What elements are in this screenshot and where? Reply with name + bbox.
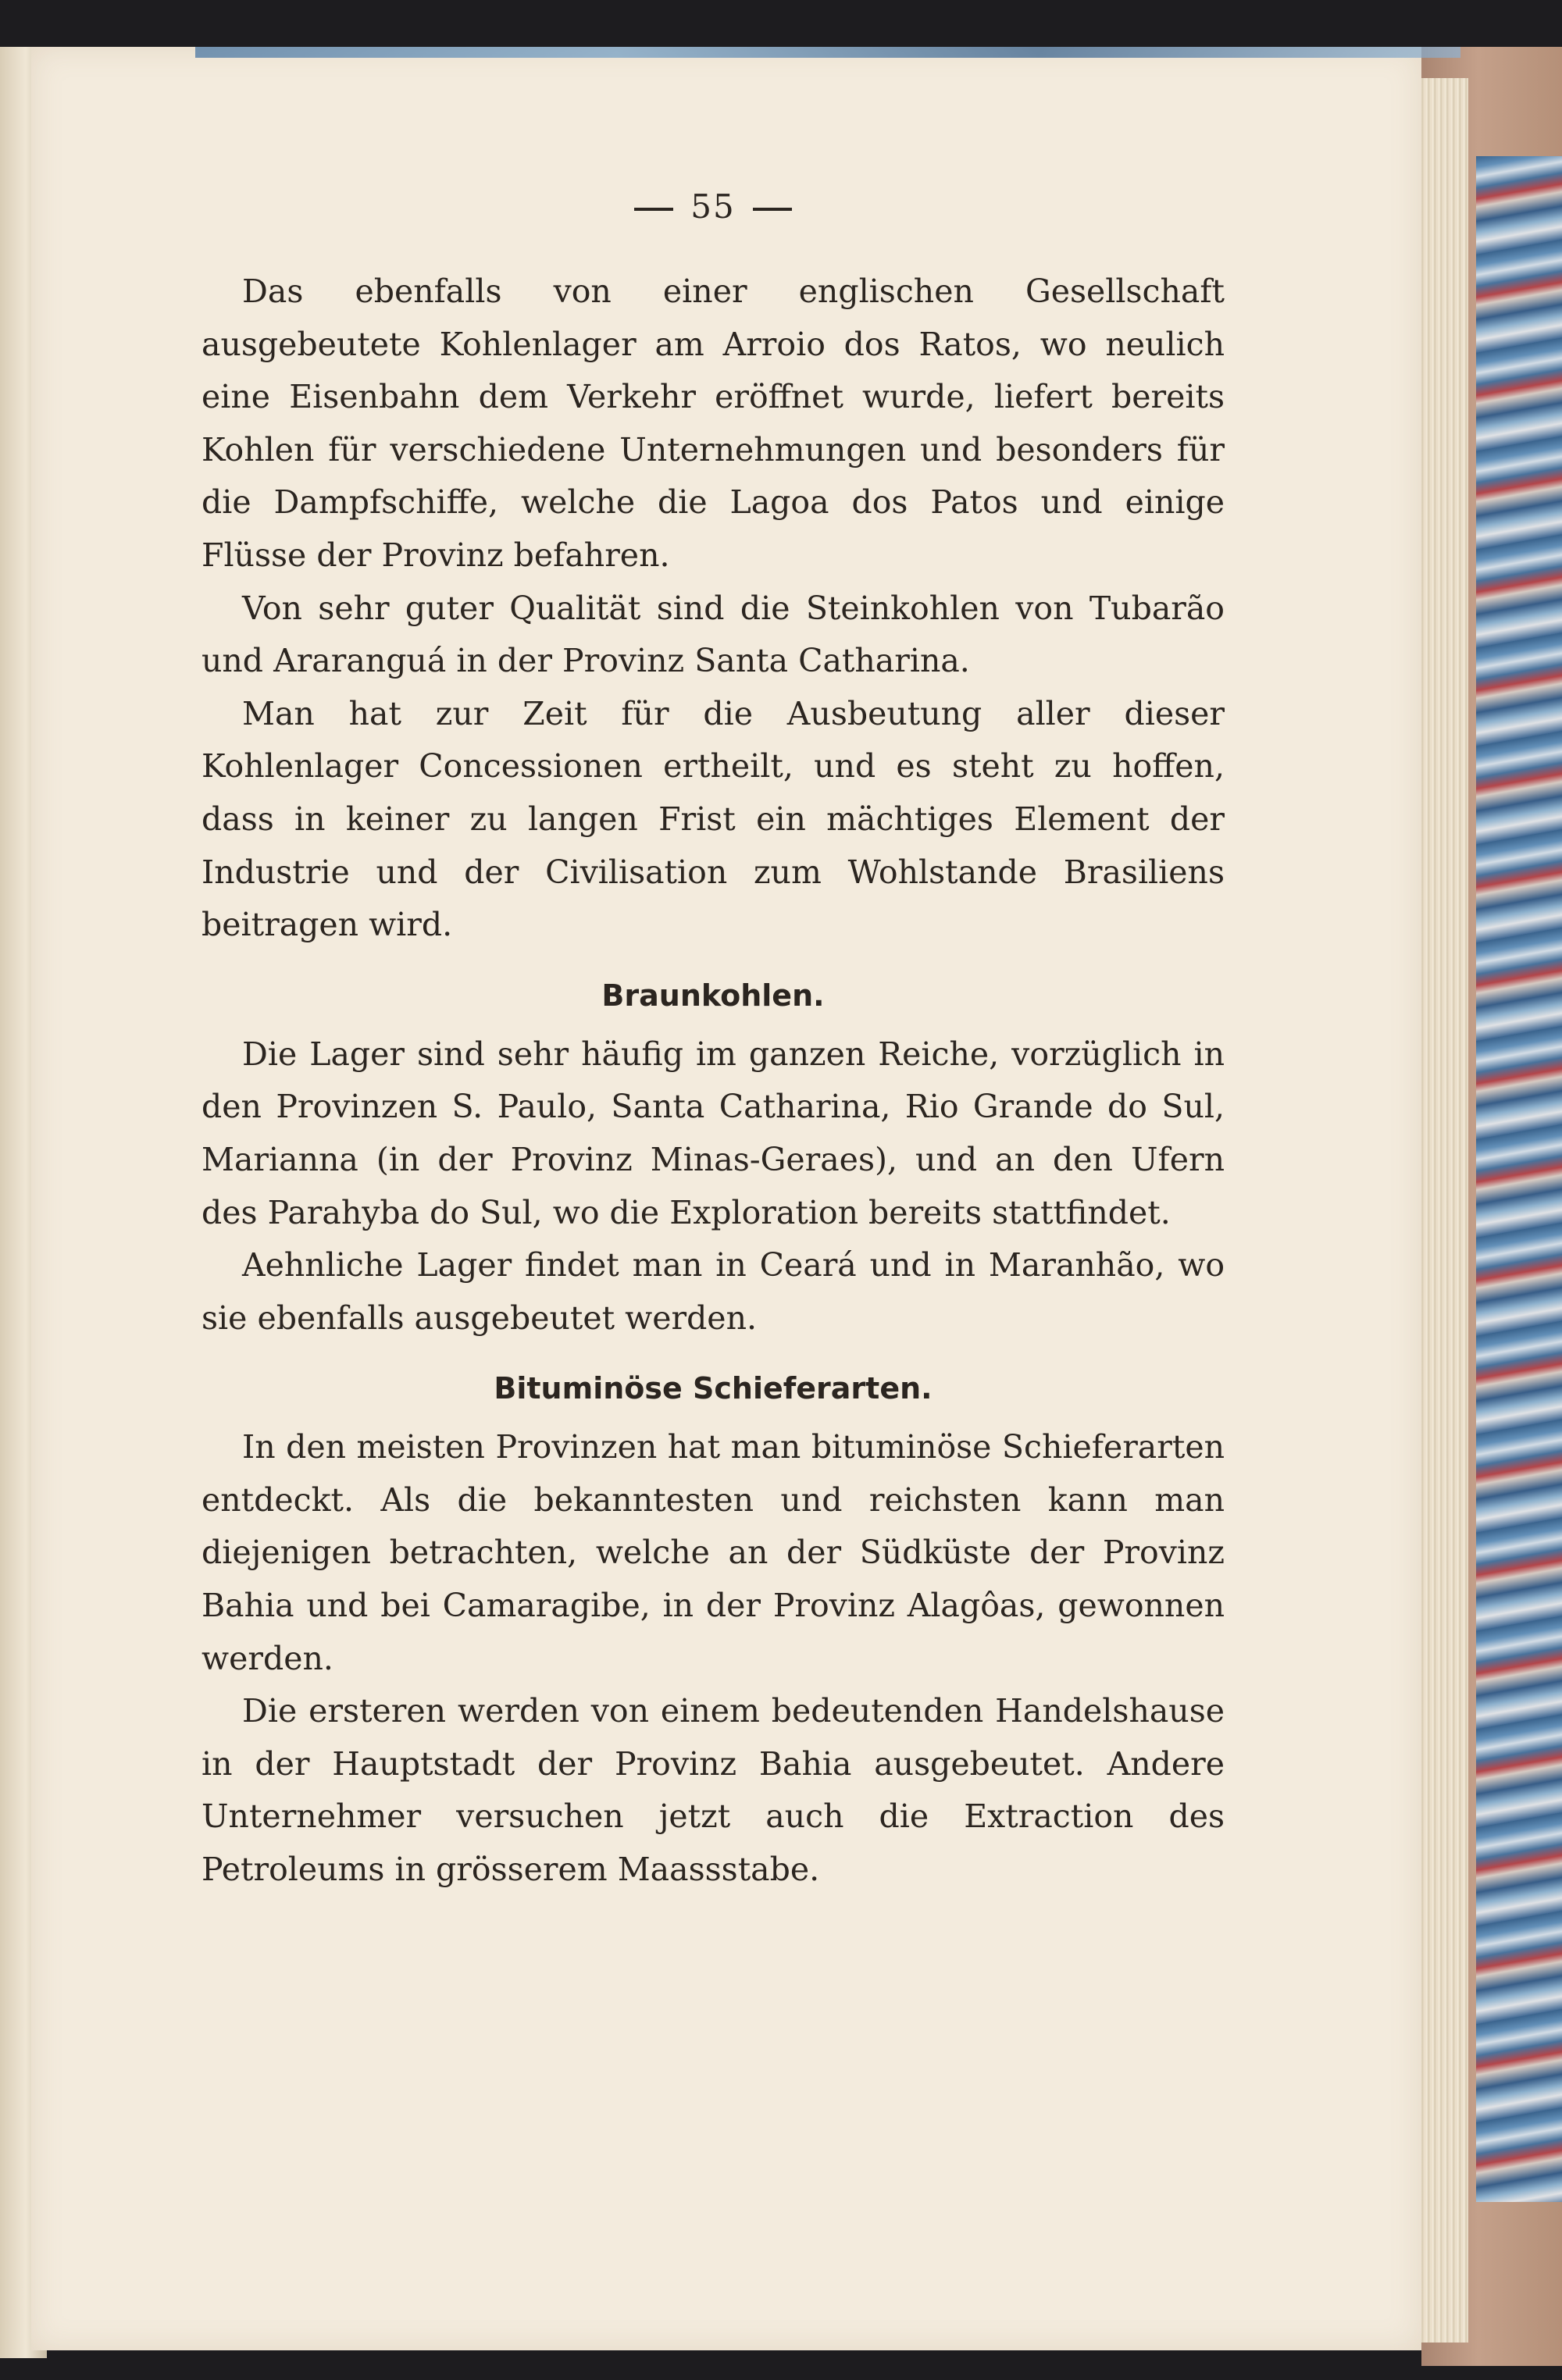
paragraph: Die ersteren werden von einem bedeutenden Handelshause in der Hauptstadt der Provinz Bahia ausgebeutet. Andere Unternehmer versuchen jetzt auch die Extraction des Petroleums in grösserem Maassstabe. (201, 1692, 1225, 1889)
top-binding-band (195, 47, 1460, 58)
paragraph: Die Lager sind sehr häufig im ganzen Reiche, vorzüglich in den Provinzen S. Paulo, Santa Catharina, Rio Grande do Sul, Marianna (in der Provinz Minas-Geraes), und an den Ufern des Parahyba do Sul, wo die Exploration bereits stattfindet. (201, 1035, 1225, 1231)
page-number-dash-left (634, 208, 673, 211)
paragraph: Von sehr guter Qualität sind die Steinkohlen von Tubarão und Araranguá in der Provinz Santa Catharina. (201, 589, 1225, 680)
section-heading-schieferarten: Bituminöse Schieferarten. (494, 1371, 933, 1406)
paragraph: In den meisten Provinzen hat man bituminöse Schieferarten entdeckt. Als die bekanntesten und reichsten kann man diejenigen betrachten, welche an der Südküste der Provinz Bahia und bei Camaragibe, in der Provinz Alagôas, gewonnen werden. (201, 1428, 1225, 1677)
marbled-endpaper (1476, 156, 1562, 2202)
page-number-value: 55 (690, 187, 736, 226)
paragraph: Das ebenfalls von einer englischen Gesellschaft ausgebeutete Kohlenlager am Arroio dos Ratos, wo neulich eine Eisenbahn dem Verkehr eröffnet wurde, liefert bereits Kohlen für verschiedene Unternehmungen und besonders für die Dampfschiffe, welche die Lagoa dos Patos und einige Flüsse der Provinz befahren. (201, 273, 1225, 574)
page-number-dash-right (753, 208, 792, 211)
paragraph: Aehnliche Lager findet man in Ceará und in Maranhão, wo sie ebenfalls ausgebeutet werden. (201, 1246, 1225, 1337)
paragraph: Man hat zur Zeit für die Ausbeutung aller dieser Kohlenlager Concessionen ertheilt, und es steht zu hoffen, dass in keiner zu langen Frist ein mächtiges Element der Industrie und der Civilisation zum Wohlstande Brasiliens beitragen wird. (201, 694, 1225, 944)
page-number (201, 180, 1225, 234)
section-heading-braunkohlen: Braunkohlen. (601, 978, 825, 1013)
page-text-block (201, 180, 1225, 1897)
